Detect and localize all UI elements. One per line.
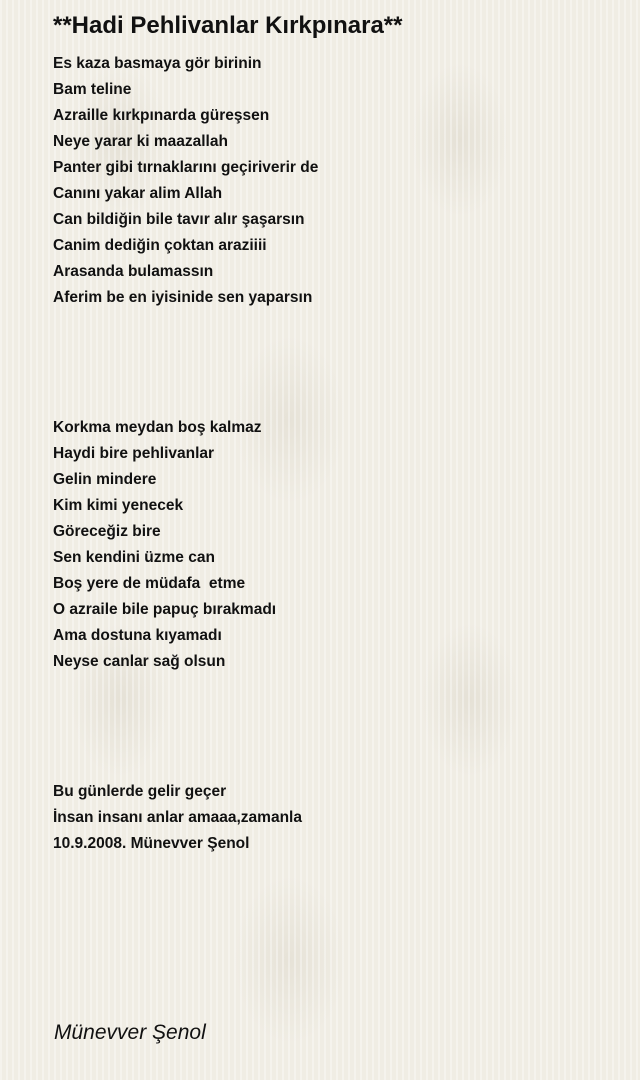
poem-line: O azraile bile papuç bırakmadı bbox=[53, 601, 277, 618]
stanza-1 bbox=[53, 51, 613, 311]
stanza-2 bbox=[53, 415, 613, 675]
poem-line: Neye yarar ki maazallah bbox=[53, 133, 228, 150]
poem-title: **Hadi Pehlivanlar Kırkpınara** bbox=[53, 12, 403, 39]
poem-line: Canını yakar alim Allah bbox=[53, 185, 223, 202]
poem-line: Aferim be en iyisinide sen yaparsın bbox=[53, 289, 313, 306]
poem-line: Göreceğiz bire bbox=[53, 523, 161, 540]
poem-line: Azraille kırkpınarda güreşsen bbox=[53, 107, 270, 124]
poem-line: Bam teline bbox=[53, 81, 132, 98]
poem-line: Sen kendini üzme can bbox=[53, 549, 215, 566]
poem-author: Münevver Şenol bbox=[54, 1021, 206, 1044]
poem-line: Ama dostuna kıyamadı bbox=[53, 627, 222, 644]
poem-line: Can bildiğin bile tavır alır şaşarsın bbox=[53, 211, 305, 228]
poem-line: Neyse canlar sağ olsun bbox=[53, 653, 226, 670]
poem-line: Es kaza basmaya gör birinin bbox=[53, 55, 262, 72]
poem-line: Panter gibi tırnaklarını geçiriverir de bbox=[53, 159, 319, 176]
poem-line: Korkma meydan boş kalmaz bbox=[53, 419, 262, 436]
poem-line: Canim dediğin çoktan araziiii bbox=[53, 237, 267, 254]
poem-line: İnsan insanı anlar amaaa,zamanla bbox=[53, 809, 302, 826]
poem-line: Arasanda bulamassın bbox=[53, 263, 214, 280]
poem-line: Gelin mindere bbox=[53, 471, 157, 488]
stanza-3 bbox=[53, 779, 613, 857]
poem-line: Kim kimi yenecek bbox=[53, 497, 184, 514]
poem-line: Boş yere de müdafa etme bbox=[53, 575, 246, 592]
poem-body bbox=[53, 51, 613, 961]
poem-line: Bu günlerde gelir geçer bbox=[53, 783, 227, 800]
poem-line: Haydi bire pehlivanlar bbox=[53, 445, 215, 462]
poem-line: 10.9.2008. Münevver Şenol bbox=[53, 835, 250, 852]
